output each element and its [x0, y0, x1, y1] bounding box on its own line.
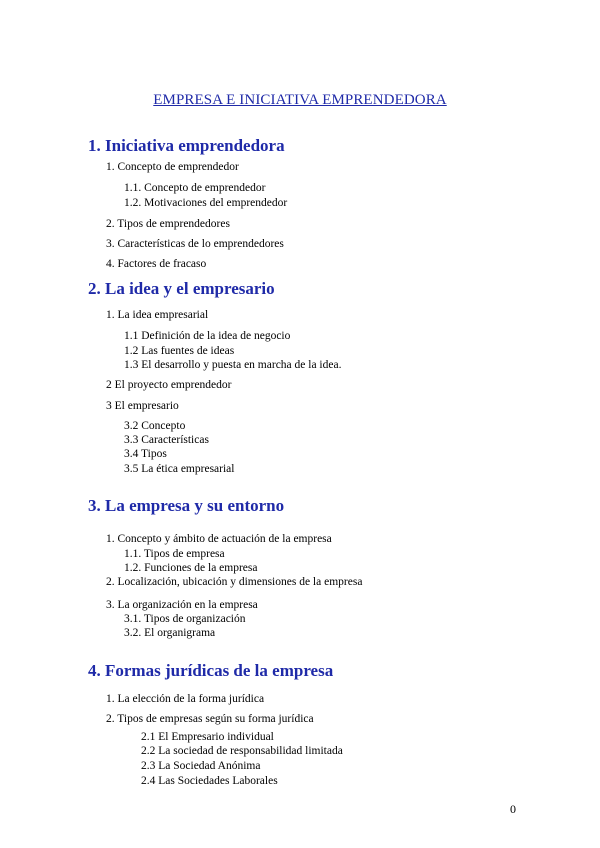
- toc-item: 3. Características de lo emprendedores: [106, 238, 284, 250]
- toc-subitem: 2.1 El Empresario individual: [141, 731, 274, 743]
- toc-subitem: 1.1. Concepto de emprendedor: [124, 182, 266, 194]
- document-title: EMPRESA E INICIATIVA EMPRENDEDORA: [153, 92, 447, 108]
- toc-item: 1. Concepto de emprendedor: [106, 161, 239, 173]
- toc-subitem: 1.3 El desarrollo y puesta en marcha de la idea.: [124, 359, 342, 371]
- section-heading: 1. Iniciativa emprendedora: [88, 136, 285, 155]
- toc-item: 4. Factores de fracaso: [106, 258, 207, 270]
- toc-subitem: 1.2. Funciones de la empresa: [124, 562, 258, 574]
- toc-item: 1. La idea empresarial: [106, 309, 209, 321]
- toc-item: 1. Concepto y ámbito de actuación de la empresa: [106, 533, 332, 545]
- toc-item: 3. La organización en la empresa: [106, 599, 258, 611]
- toc-item: 3 El empresario: [106, 400, 179, 412]
- section-heading: 3. La empresa y su entorno: [88, 496, 285, 515]
- toc-subitem: 2.4 Las Sociedades Laborales: [141, 775, 278, 787]
- toc-subitem: 1.1 Definición de la idea de negocio: [124, 330, 291, 342]
- toc-subitem: 1.2 Las fuentes de ideas: [124, 345, 235, 357]
- toc-subitem: 1.1. Tipos de empresa: [124, 548, 225, 560]
- toc-subitem: 3.3 Características: [124, 434, 209, 446]
- page-number: 0: [510, 802, 516, 816]
- toc-subitem: 3.2. El organigrama: [124, 627, 216, 639]
- toc-item: 2. Tipos de empresas según su forma jurídica: [106, 713, 314, 725]
- section-heading: 2. La idea y el empresario: [88, 279, 275, 298]
- toc-item: 2 El proyecto emprendedor: [106, 379, 232, 391]
- toc-subitem: 1.2. Motivaciones del emprendedor: [124, 197, 288, 209]
- toc-item: 2. Tipos de emprendedores: [106, 218, 230, 230]
- toc-subitem: 2.2 La sociedad de responsabilidad limitada: [141, 745, 343, 757]
- toc-item: 1. La elección de la forma jurídica: [106, 693, 265, 705]
- toc-subitem: 2.3 La Sociedad Anónima: [141, 760, 261, 772]
- toc-subitem: 3.4 Tipos: [124, 448, 167, 460]
- toc-subitem: 3.2 Concepto: [124, 420, 186, 432]
- toc-subitem: 3.5 La ética empresarial: [124, 463, 235, 475]
- toc-item: 2. Localización, ubicación y dimensiones de la empresa: [106, 576, 363, 588]
- toc-subitem: 3.1. Tipos de organización: [124, 613, 246, 625]
- section-heading: 4. Formas jurídicas de la empresa: [88, 661, 334, 680]
